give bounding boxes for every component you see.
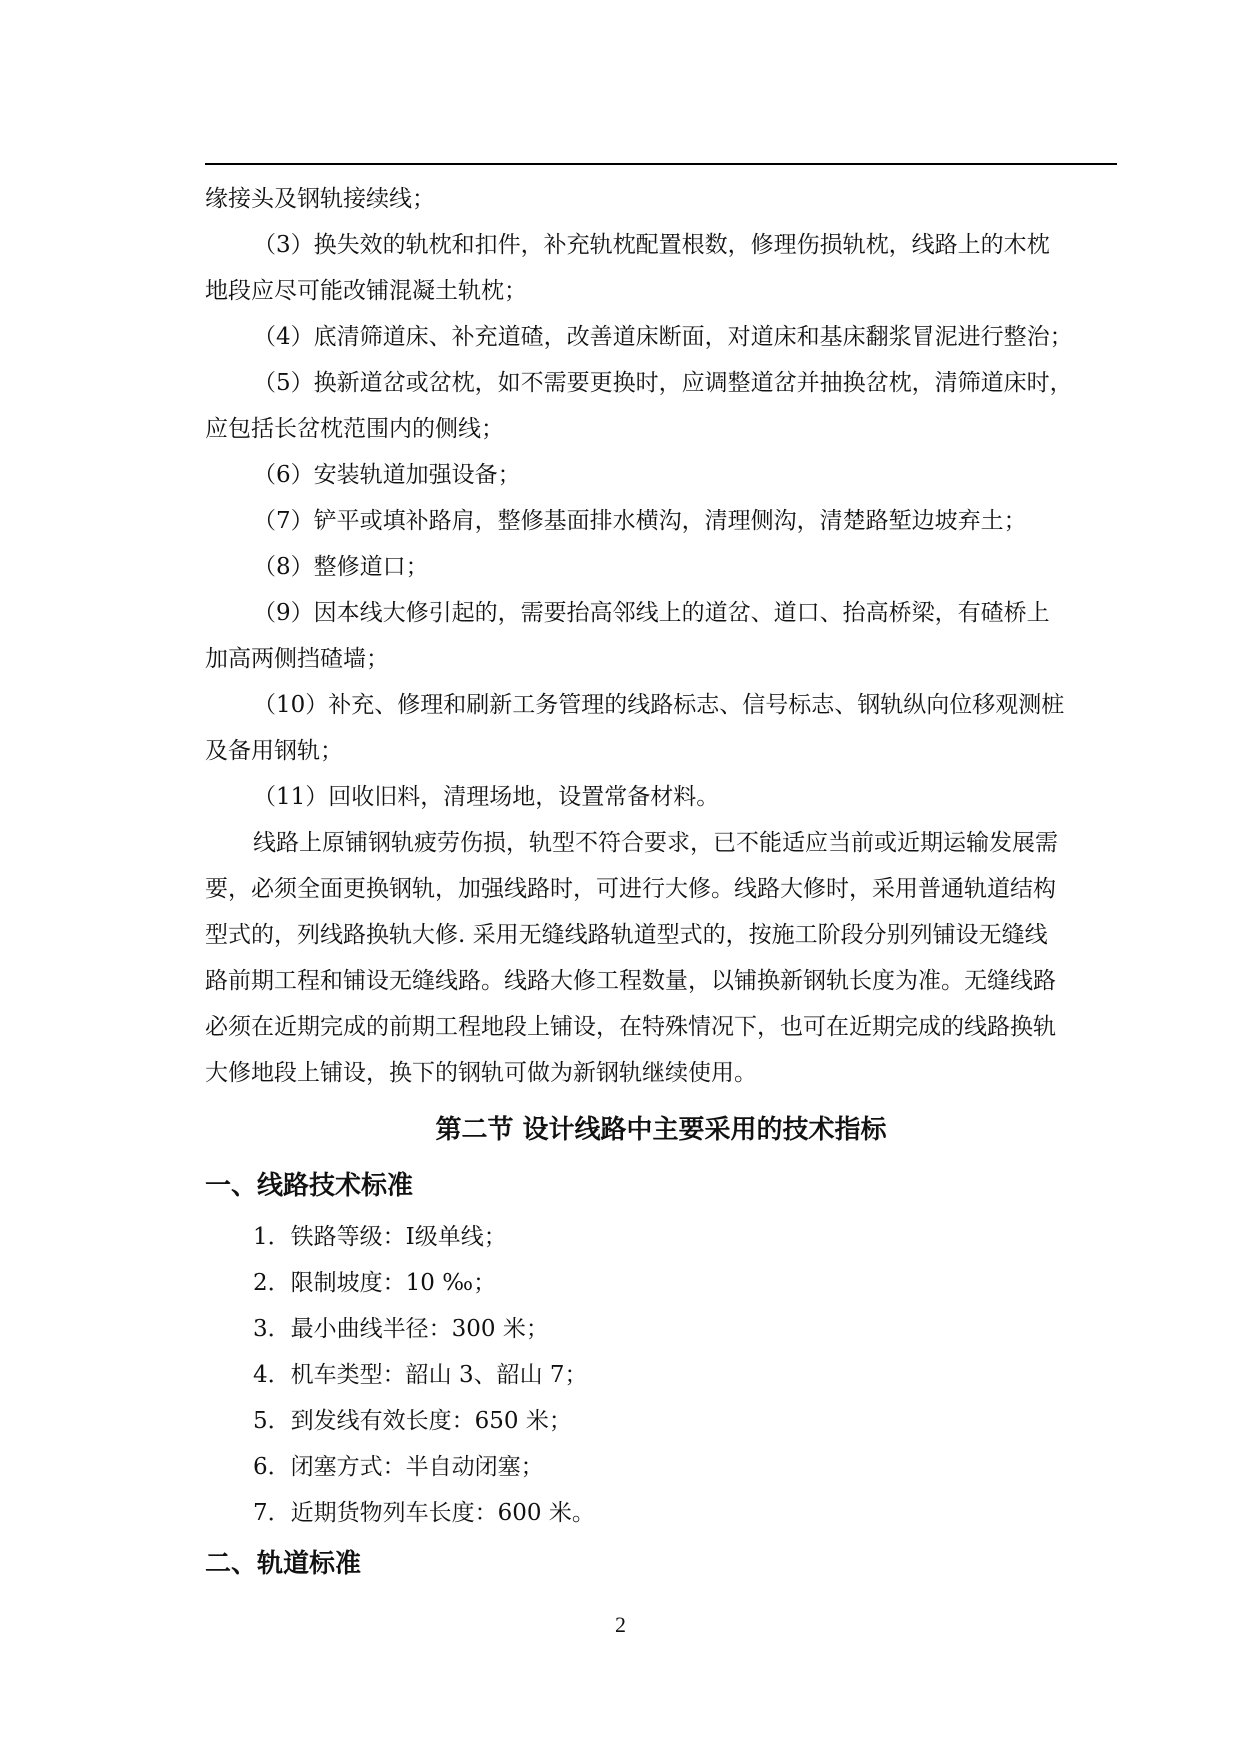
standard-item: 1．铁路等级：Ⅰ级单线； bbox=[253, 1224, 507, 1250]
standard-item: 6．闭塞方式：半自动闭塞； bbox=[253, 1454, 544, 1480]
list-item-5-line-1: （5）换新道岔或岔枕，如不需要更换时，应调整道岔并抽换岔枕，清筛道床时， bbox=[253, 370, 1073, 396]
standard-item: 4．机车类型：韶山 3、韶山 7； bbox=[253, 1362, 588, 1388]
section-title: 第二节 设计线路中主要采用的技术指标 bbox=[435, 1115, 887, 1145]
list-item-10-line-1: （10）补充、修理和刷新工务管理的线路标志、信号标志、钢轨纵向位移观测桩 bbox=[253, 692, 1065, 718]
list-item-9-line-2: 加高两侧挡碴墙； bbox=[205, 646, 389, 672]
paragraph-line: 大修地段上铺设，换下的钢轨可做为新钢轨继续使用。 bbox=[205, 1060, 757, 1086]
list-item-3-line-1: （3）换失效的轨枕和扣件，补充轨枕配置根数，修理伤损轨枕，线路上的木枕 bbox=[253, 232, 1050, 258]
document-body bbox=[205, 176, 1117, 1592]
list-item-3-line-2: 地段应尽可能改铺混凝土轨枕； bbox=[205, 278, 527, 304]
list-item-6: （6）安装轨道加强设备； bbox=[253, 462, 521, 488]
standard-item: 5．到发线有效长度：650 米； bbox=[253, 1408, 572, 1434]
standards-list bbox=[205, 1214, 1117, 1536]
page-number: 2 bbox=[615, 1612, 626, 1637]
paragraph-line: 路前期工程和铺设无缝线路。线路大修工程数量，以铺换新钢轨长度为准。无缝线路 bbox=[205, 968, 1056, 994]
standard-item: 3．最小曲线半径：300 米； bbox=[253, 1316, 549, 1342]
paragraph-continuation: 缘接头及钢轨接续线； bbox=[205, 186, 435, 212]
list-item-10-line-2: 及备用钢轨； bbox=[205, 738, 343, 764]
list-item-7: （7）铲平或填补路肩，整修基面排水横沟，清理侧沟，清楚路堑边坡弃土； bbox=[253, 508, 1027, 534]
paragraph-line: 型式的，列线路换轨大修. 采用无缝线路轨道型式的，按施工阶段分别列铺设无缝线 bbox=[205, 922, 1048, 948]
list-item-5-line-2: 应包括长岔枕范围内的侧线； bbox=[205, 416, 504, 442]
paragraph-line: 要，必须全面更换钢轨，加强线路时，可进行大修。线路大修时，采用普通轨道结构 bbox=[205, 876, 1056, 902]
list-item-9-line-1: （9）因本线大修引起的，需要抬高邻线上的道岔、道口、抬高桥梁，有碴桥上 bbox=[253, 600, 1050, 626]
heading-track-standards: 二、轨道标准 bbox=[205, 1549, 362, 1579]
paragraph-line: 必须在近期完成的前期工程地段上铺设，在特殊情况下，也可在近期完成的线路换轨 bbox=[205, 1014, 1056, 1040]
heading-line-standards: 一、线路技术标准 bbox=[205, 1171, 414, 1201]
list-item-11: （11）回收旧料，清理场地，设置常备材料。 bbox=[253, 784, 720, 810]
header-rule bbox=[205, 163, 1117, 165]
maintenance-list bbox=[205, 222, 1117, 820]
list-item-4: （4）底清筛道床、补充道碴，改善道床断面，对道床和基床翻浆冒泥进行整治； bbox=[253, 324, 1073, 350]
standard-item: 7．近期货物列车长度：600 米。 bbox=[253, 1500, 595, 1526]
paragraph-line: 线路上原铺钢轨疲劳伤损，轨型不符合要求，已不能适应当前或近期运输发展需 bbox=[253, 830, 1058, 856]
standard-item: 2．限制坡度：10 ‰； bbox=[253, 1270, 497, 1296]
main-paragraph bbox=[205, 820, 1117, 1096]
list-item-8: （8）整修道口； bbox=[253, 554, 429, 580]
